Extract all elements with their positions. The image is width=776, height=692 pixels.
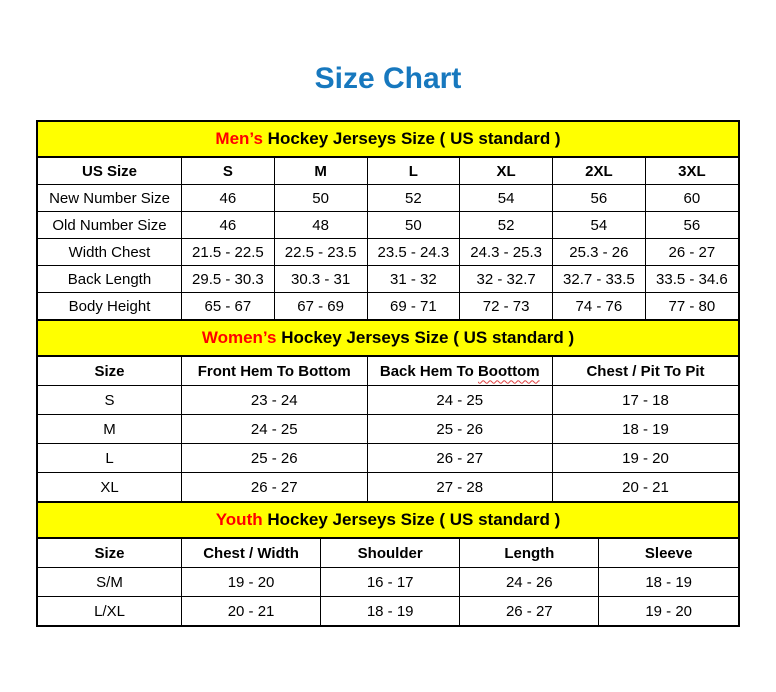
value-cell: 74 - 76 — [553, 293, 646, 320]
womens-section-highlight: Women’s — [201, 328, 277, 347]
column-header-cell: 2XL — [553, 158, 646, 185]
value-cell: 26 - 27 — [367, 444, 553, 473]
value-cell: 22.5 - 23.5 — [274, 239, 367, 266]
value-cell: 50 — [274, 185, 367, 212]
youth-section-rest: Hockey Jerseys Size ( US standard ) — [262, 510, 561, 529]
column-header-cell: M — [274, 158, 367, 185]
table-row — [38, 185, 738, 212]
table-row — [38, 568, 738, 597]
size-chart-table — [36, 120, 740, 627]
value-cell: 23 - 24 — [182, 386, 368, 415]
value-cell: 32 - 32.7 — [460, 266, 553, 293]
table-row — [38, 293, 738, 320]
value-cell: 52 — [367, 185, 460, 212]
row-label-cell: XL — [38, 473, 182, 502]
value-cell: 24 - 25 — [182, 415, 368, 444]
value-cell: 18 - 19 — [321, 597, 460, 626]
value-cell: 20 - 21 — [553, 473, 739, 502]
value-cell: 23.5 - 24.3 — [367, 239, 460, 266]
youth-section-highlight: Youth — [215, 510, 263, 529]
value-cell: 46 — [182, 185, 275, 212]
value-cell: 65 - 67 — [182, 293, 275, 320]
value-cell: 19 - 20 — [599, 597, 738, 626]
value-cell: 21.5 - 22.5 — [182, 239, 275, 266]
row-label-cell: Old Number Size — [38, 212, 182, 239]
value-cell: 26 - 27 — [460, 597, 599, 626]
value-cell: 25.3 - 26 — [553, 239, 646, 266]
womens-section-header — [38, 319, 738, 357]
youth-header-row — [38, 539, 738, 568]
column-header-cell: 3XL — [645, 158, 738, 185]
mens-header-row — [38, 158, 738, 185]
table-row — [38, 266, 738, 293]
womens-header-row — [38, 357, 738, 386]
value-cell: 54 — [460, 185, 553, 212]
row-label-cell: M — [38, 415, 182, 444]
value-cell: 77 - 80 — [645, 293, 738, 320]
value-cell: 25 - 26 — [182, 444, 368, 473]
table-row — [38, 597, 738, 626]
table-row — [38, 415, 738, 444]
table-row — [38, 212, 738, 239]
mens-section-header — [38, 122, 738, 158]
value-cell: 56 — [553, 185, 646, 212]
value-cell: 25 - 26 — [367, 415, 553, 444]
mens-section-highlight: Men’s — [215, 129, 263, 148]
value-cell: 27 - 28 — [367, 473, 553, 502]
value-cell: 30.3 - 31 — [274, 266, 367, 293]
row-label-cell: L — [38, 444, 182, 473]
row-label-cell: L/XL — [38, 597, 182, 626]
value-cell: 19 - 20 — [182, 568, 321, 597]
row-label-cell: Back Length — [38, 266, 182, 293]
value-cell: 48 — [274, 212, 367, 239]
column-header-cell: Front Hem To Bottom — [182, 357, 368, 386]
value-cell: 56 — [645, 212, 738, 239]
column-header-cell: US Size — [38, 158, 182, 185]
row-label-cell: Body Height — [38, 293, 182, 320]
value-cell: 19 - 20 — [553, 444, 739, 473]
column-header-cell — [367, 357, 553, 386]
value-cell: 52 — [460, 212, 553, 239]
column-header-cell: Chest / Width — [182, 539, 321, 568]
womens-section-rest: Hockey Jerseys Size ( US standard ) — [276, 328, 575, 347]
value-cell: 18 - 19 — [553, 415, 739, 444]
page-title: Size Chart — [314, 62, 462, 95]
column-header-cell: S — [182, 158, 275, 185]
column-header-cell: Sleeve — [599, 539, 738, 568]
table-row — [38, 473, 738, 502]
value-cell: 67 - 69 — [274, 293, 367, 320]
column-header-cell: Chest / Pit To Pit — [553, 357, 739, 386]
row-label-cell: Width Chest — [38, 239, 182, 266]
value-cell: 18 - 19 — [599, 568, 738, 597]
row-label-cell: New Number Size — [38, 185, 182, 212]
column-header-cell: Size — [38, 539, 182, 568]
column-header-cell: XL — [460, 158, 553, 185]
value-cell: 20 - 21 — [182, 597, 321, 626]
mens-section-rest: Hockey Jerseys Size ( US standard ) — [262, 129, 561, 148]
value-cell: 17 - 18 — [553, 386, 739, 415]
value-cell: 26 - 27 — [182, 473, 368, 502]
column-header-cell: Length — [460, 539, 599, 568]
value-cell: 24 - 26 — [460, 568, 599, 597]
misspelled-word: Boottom — [477, 362, 540, 380]
value-cell: 31 - 32 — [367, 266, 460, 293]
row-label-cell: S/M — [38, 568, 182, 597]
column-header-cell: Shoulder — [321, 539, 460, 568]
value-cell: 24 - 25 — [367, 386, 553, 415]
table-row — [38, 239, 738, 266]
value-cell: 54 — [553, 212, 646, 239]
column-header-cell: L — [367, 158, 460, 185]
womens-size-table — [38, 357, 738, 501]
youth-size-table — [38, 539, 738, 625]
column-header-text: Back Hem To — [379, 362, 474, 380]
mens-size-table — [38, 158, 738, 319]
value-cell: 50 — [367, 212, 460, 239]
table-row — [38, 386, 738, 415]
youth-section-header — [38, 501, 738, 539]
value-cell: 24.3 - 25.3 — [460, 239, 553, 266]
value-cell: 60 — [645, 185, 738, 212]
value-cell: 16 - 17 — [321, 568, 460, 597]
value-cell: 72 - 73 — [460, 293, 553, 320]
column-header-cell: Size — [38, 357, 182, 386]
table-row — [38, 444, 738, 473]
row-label-cell: S — [38, 386, 182, 415]
value-cell: 32.7 - 33.5 — [553, 266, 646, 293]
value-cell: 69 - 71 — [367, 293, 460, 320]
value-cell: 29.5 - 30.3 — [182, 266, 275, 293]
value-cell: 33.5 - 34.6 — [645, 266, 738, 293]
value-cell: 46 — [182, 212, 275, 239]
value-cell: 26 - 27 — [645, 239, 738, 266]
